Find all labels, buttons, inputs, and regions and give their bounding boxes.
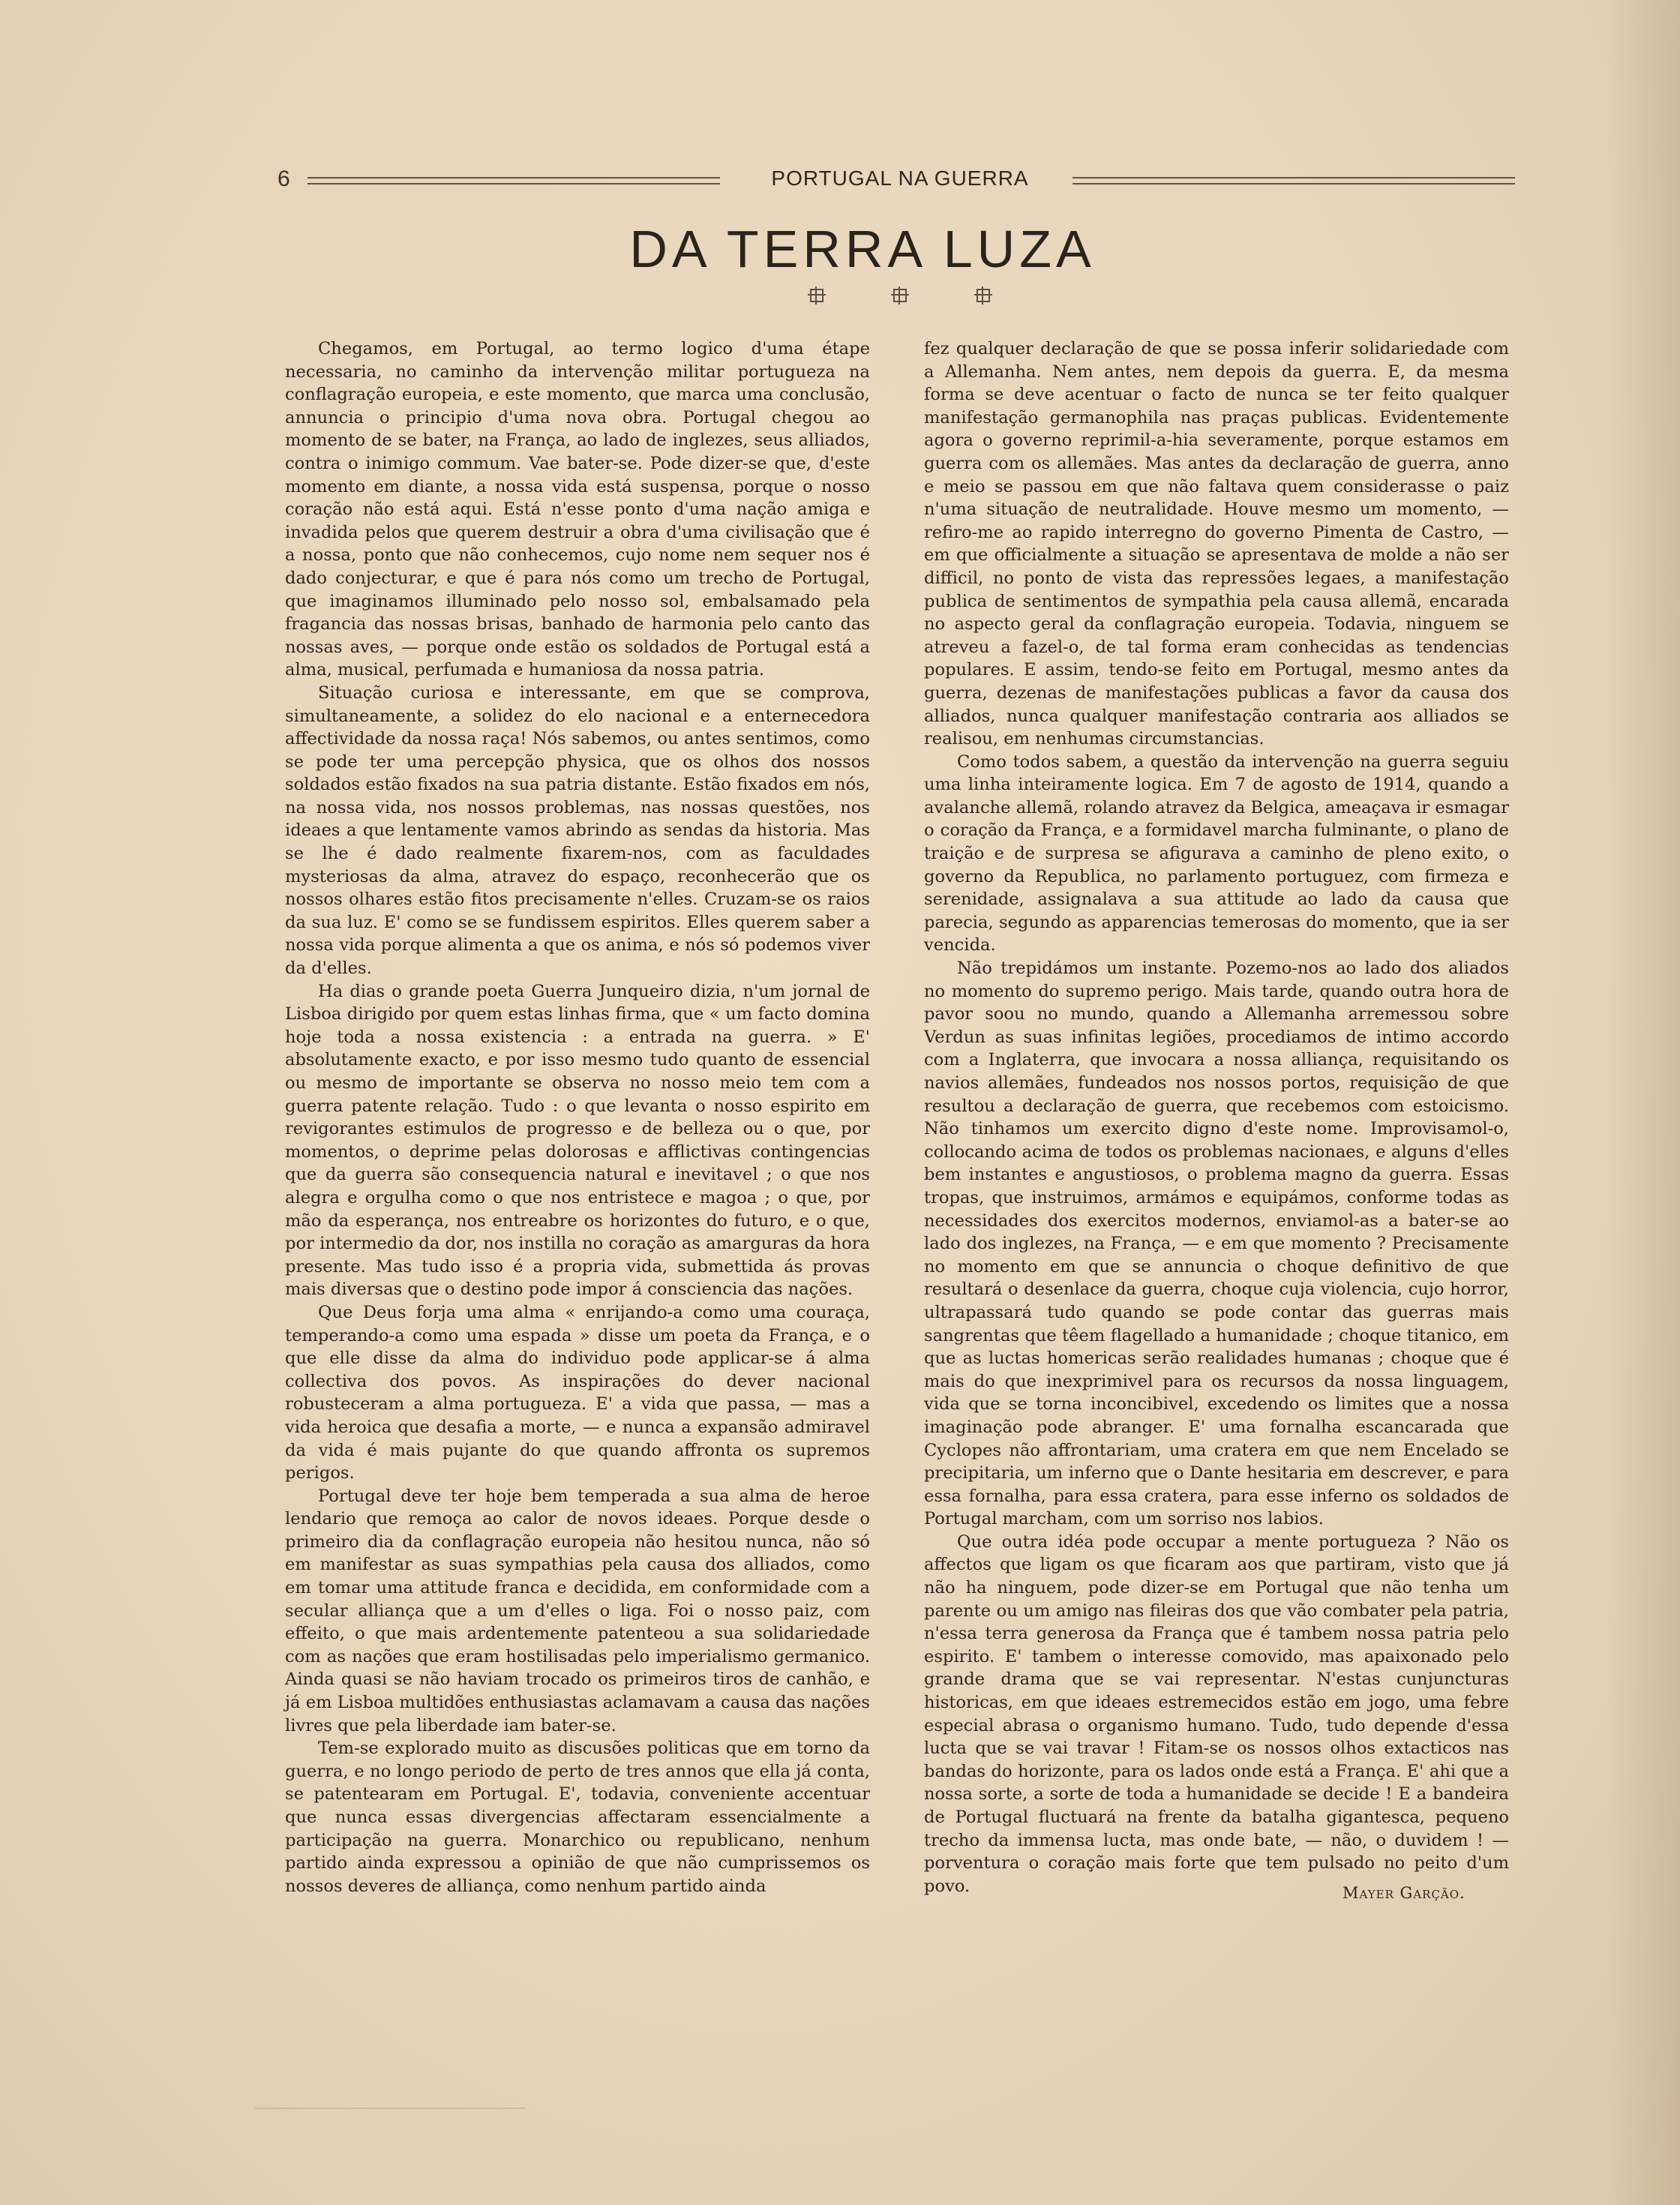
paragraph: Chegamos, em Portugal, ao termo logico d'uma étape necessaria, no caminho da intervenção militar portugueza na conflagração europeia, e este momento, que marca uma conclusão, annuncia o principio d'uma nova obra. Portugal chegou ao momento de se bater, na França, ao lado de inglezes, seus alliados, contra o inimigo commum. Vae bater-se. Pode dizer-se que, d'este momento em diante, a nossa vida está suspensa, porque o nosso coração não está aqui. Está n'esse ponto d'uma nação amiga e invadida pelos que querem destruir a obra d'uma civilisação que é a nossa, ponto que não conhecemos, cujo nome nem sequer nos é dado conjecturar, e que é para nós como um trecho de Portugal, que imaginamos illuminado pelo nosso sol, embalsamado pela fragancia das nossas brisas, banhado de harmonia pelo canto das nossas aves, — porque onde estão os soldados de Portugal está a alma, musical, perfumada e humaniosa da nossa patria. (285, 339, 870, 680)
page-edge-shadow (1605, 0, 1680, 2205)
article-title: DA TERRA LUZA (629, 220, 1096, 278)
paragraph-continued: fez qualquer declaração de que se possa inferir solidariedade com a Allemanha. Nem antes, nem depois da guerra. E, da mesma forma se deve acentuar o facto de nunca se ter feito qualquer manifestação germanophila nas praças publicas. Evidentemente agora o governo reprimil-a-hia severamente, porque estamos em guerra com os allemães. Mas antes da declaração de guerra, anno e meio se passou em que não faltava quem considerasse o paiz n'uma situação de neutralidade. Houve mesmo um momento, — refiro-me ao rapido interregno do governo Pimenta de Castro, — em que officialmente a situação se apresentava de molde a não ser difficil, no ponto de vista das repressões legaes, a manifestação publica de sentimentos de sympathia pela causa allemã, encarada no aspecto geral da conflagração europeia. Todavia, ninguem se atreveu a fazel-o, de tal forma eram conhecidas as tendencias populares. E assim, tendo-se feito em Portugal, mesmo antes da guerra, dezenas de manifestações publicas a favor da causa dos alliados, nunca qualquer manifestação contraria aos alliados se realisou, em nenhumas circumstancias. (924, 339, 1509, 749)
paragraph: Que Deus forja uma alma « enrijando-a como uma couraça, temperando-a como uma espada » disse um poeta da França, e o que elle disse da alma do individuo pode applicar-se á alma collectiva dos povos. As inspirações do dever nacional robusteceram a alma portugueza. E' a vida que passa, — mas a vida heroica que desafia a morte, — e nunca a expansão admiravel da vida é mais pujante do que quando affronta os supremos perigos. (285, 1302, 870, 1484)
paragraph: Não trepidámos um instante. Pozemo-nos ao lado dos aliados no momento do supremo perigo. Mais tarde, quando outra hora de pavor soou no mundo, quando a Allemanha arremessou sobre Verdun as suas infinitas legiões, procediamos de intimo accordo com a Inglaterra, que invocara a nossa alliança, requisitando os navios allemães, fundeados nos nossos portos, requisição de que resultou a declaração de guerra, que recebemos com estoicismo. Não tinhamos um exercito digno d'este nome. Improvisamol-o, collocando acima de todos os problemas nacionaes, e alguns d'elles bem instantes e angustiosos, o problema magno da guerra. Essas tropas, que instruimos, armámos e equipámos, conforme todas as necessidades dos exercitos modernos, enviamol-as a bater-se ao lado dos inglezes, na França, — e em que momento ? Precisamente no momento em que se annuncia o choque definitivo de que resultará o desenlace da guerra, choque cuja violencia, cujo horror, ultrapassará tudo quando se pode contar das guerras mais sangrentas que têem flagellado a humanidade ; choque titanico, em que as luctas homericas serão realidades humanas ; choque que é mais do que inexprimivel para os recursos da nossa linguagem, vida que se torna inconcibivel, excedendo os limites que a nossa imaginação pode abranger. E' uma fornalha escancarada que Cyclopes não affrontariam, uma cratera em que nem Encelado se precipitaria, um inferno que o Dante hesitaria em descrever, e para essa fornalha, para essa cratera, para esse inferno os soldados de Portugal marcham, com um sorriso nos labios. (924, 958, 1509, 1529)
paragraph: Que outra idéa pode occupar a mente portugueza ? Não os affectos que ligam os que ficaram aos que partiram, visto que já não ha ninguem, pode dizer-se em Portugal que não tenha um parente ou um amigo nas fileiras dos que vão combater pela patria, n'essa terra generosa da França que é tambem nossa patria pelo espirito. E' tambem o interesse comovido, mas apaixonado pelo grande drama que se vai representar. N'estas cunjuncturas historicas, em que ideaes estremecidos estão em jogo, uma febre especial abrasa o organismo humano. Tudo, tudo depende d'essa lucta que se vai travar ! Fitam-se os nossos olhos extacticos nas bandas do horizonte, para os lados onde está a França. E' ahi que a nossa sorte, a sorte de toda a humanidade se decide ! E a bandeira de Portugal fluctuará na frente da batalha gigantesca, pequeno trecho da immensa lucta, mas onde bate, — não, o duvidem ! — porventura o coração mais forte que tem pulsado no peito d'um povo. (924, 1532, 1509, 1896)
left-column (285, 338, 870, 1898)
ornament-icon (893, 289, 907, 302)
running-title: PORTUGAL NA GUERRA (771, 166, 1029, 190)
paragraph: Como todos sabem, a questão da intervenção na guerra seguiu uma linha inteiramente logica. Em 7 de agosto de 1914, quando a avalanche allemã, rolando atravez da Belgica, ameaçava ir esmagar o coração da França, e a formidavel marcha fulminante, o plano de traição e de surpresa se afigurava a caminho de pleno exito, o governo da Republica, no parlamento portuguez, com firmeza e serenidade, assignalava a sua attitude ao lado da causa que parecia, segundo as apparencias temerosas do momento, que ia ser vencida. (924, 752, 1509, 956)
ornament-icon (810, 289, 824, 302)
page-number: 6 (278, 166, 290, 191)
header-rule-left (308, 177, 720, 184)
paragraph: Tem-se explorado muito as discusões politicas que em torno da guerra, e no longo periodo de perto de tres annos que ella já conta, se patentearam em Portugal. E', todavia, conveniente accentuar que nunca essas divergencias affectaram essencialmente a participação na guerra. Monarchico ou republicano, nenhum partido ainda expressou a opinião de que não cumprissemos os nossos deveres de alliança, como nenhum partido ainda (285, 1738, 870, 1896)
paper-stain (255, 2108, 525, 2109)
author-signature: Mayer Garção. (1342, 1884, 1466, 1902)
title-ornaments (810, 289, 990, 311)
ornament-icon (976, 289, 990, 302)
paragraph: Situação curiosa e interessante, em que se comprova, simultaneamente, a solidez do elo nacional e a enternecedora affectividade da nossa raça! Nós sabemos, ou antes sentimos, como se pode ter uma percepção physica, que os olhos dos nossos soldados estão fixados na sua patria distante. Estão fixados em nós, na nossa vida, nos nossos problemas, nas nossas questões, nos ideaes a que lentamente vamos abrindo as sendas da historia. Mas se lhe é dado realmente fixarem-nos, com as faculdades mysteriosas da alma, atravez do espaço, reconhecerão que os nossos olhares estão fitos precisamente n'elles. Cruzam-se os raios da sua luz. E' como se se fundissem espiritos. Elles querem saber a nossa vida porque alimenta a que os anima, e nós só podemos viver da d'elles. (285, 682, 870, 979)
paragraph: Portugal deve ter hoje bem temperada a sua alma de heroe lendario que remoça ao calor de novos ideaes. Porque desde o primeiro dia da conflagração europeia não hesitou nunca, não só em manifestar as suas sympathias pela causa dos alliados, como em tomar uma attitude franca e decidida, em conformidade com a secular alliança que a um d'elles o liga. Foi o nosso paiz, com effeito, o que mais ardentemente patenteou a sua solidariedade com as nações que eram hostilisadas pelo imperialismo germanico. Ainda quasi se não haviam trocado os primeiros tiros de canhão, e já em Lisboa multidões enthusiastas aclamavam a causa das nações livres que pela liberdade iam bater-se. (285, 1486, 870, 1736)
page-header (278, 166, 1515, 196)
right-column (924, 338, 1509, 1898)
header-rule-right (1072, 177, 1515, 184)
paragraph: Ha dias o grande poeta Guerra Junqueiro dizia, n'um jornal de Lisboa dirigido por quem estas linhas firma, que « um facto domina hoje toda a nossa existencia : a entrada na guerra. » E' absolutamente exacto, e por isso mesmo tudo quanto de essencial ou mesmo de importante se observa no nosso meio tem com a guerra patente relação. Tudo : o que levanta o nosso espirito em revigorantes estimulos de progresso e de belleza ou o que, por momentos, o deprime pelas dolorosas e afflictivas contingencias que da guerra são consequencia natural e inevitavel ; o que nos alegra e orgulha como o que nos entristece e magoa ; o que, por mão da esperança, nos entreabre os horizontes do futuro, e o que, por intermedio da dor, nos instilla no coração as amarguras da hora presente. Mas tudo isso é a propria vida, submettida ás provas mais diversas que o destino pode impor á consciencia das nações. (285, 981, 870, 1300)
